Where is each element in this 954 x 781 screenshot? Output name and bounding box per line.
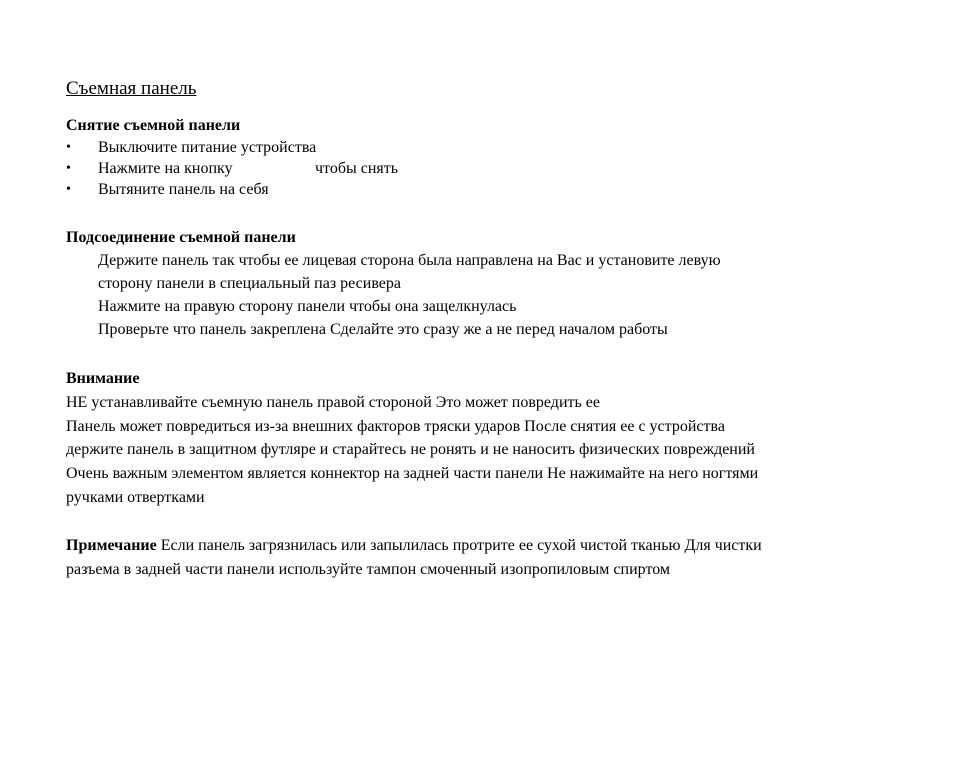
removal-step-3: Вытяните панель на себя	[98, 181, 269, 198]
attach-line: Держите панель так чтобы ее лицевая сторона была направлена на Вас и установите левую	[98, 252, 721, 269]
page-title: Съемная панель	[66, 78, 197, 99]
bullet-symbol: •	[66, 140, 71, 155]
note-line-2: разъема в задней части панели используйте тампон смоченный изопропиловым спиртом	[66, 561, 671, 578]
removal-step-2: Нажмите на кнопку	[98, 160, 233, 177]
note-text: Если панель загрязнилась или запылилась протрите ее сухой чистой тканью Для чистки	[160, 537, 762, 554]
note-label: Примечание	[66, 537, 157, 554]
warning-line: ручками отвертками	[66, 489, 205, 506]
warning-line: Очень важным элементом является коннектор на задней части панели Не нажимайте на него ногтями	[66, 465, 759, 482]
note-line-1	[66, 536, 762, 556]
attach-heading: Подсоединение съемной панели	[66, 229, 296, 246]
removal-step-1: Выключите питание устройства	[98, 139, 317, 156]
removal-heading: Снятие съемной панели	[66, 117, 241, 134]
attach-line: Проверьте что панель закреплена Сделайте это сразу же а не перед началом работы	[98, 321, 668, 338]
warning-line: держите панель в защитном футляре и старайтесь не ронять и не наносить физических повреждений	[66, 441, 755, 458]
attach-line: сторону панели в специальный паз ресивера	[98, 275, 401, 292]
removal-step-2-suffix: чтобы снять	[315, 160, 399, 177]
bullet-symbol: •	[66, 161, 71, 176]
warning-heading: Внимание	[66, 370, 140, 387]
attach-line: Нажмите на правую сторону панели чтобы она защелкнулась	[98, 298, 517, 315]
warning-line: Панель может повредиться из-за внешних факторов тряски ударов После снятия ее с устройства	[66, 418, 725, 435]
warning-line: НЕ устанавливайте съемную панель правой стороной Это может повредить ее	[66, 394, 600, 411]
bullet-symbol: •	[66, 182, 71, 197]
